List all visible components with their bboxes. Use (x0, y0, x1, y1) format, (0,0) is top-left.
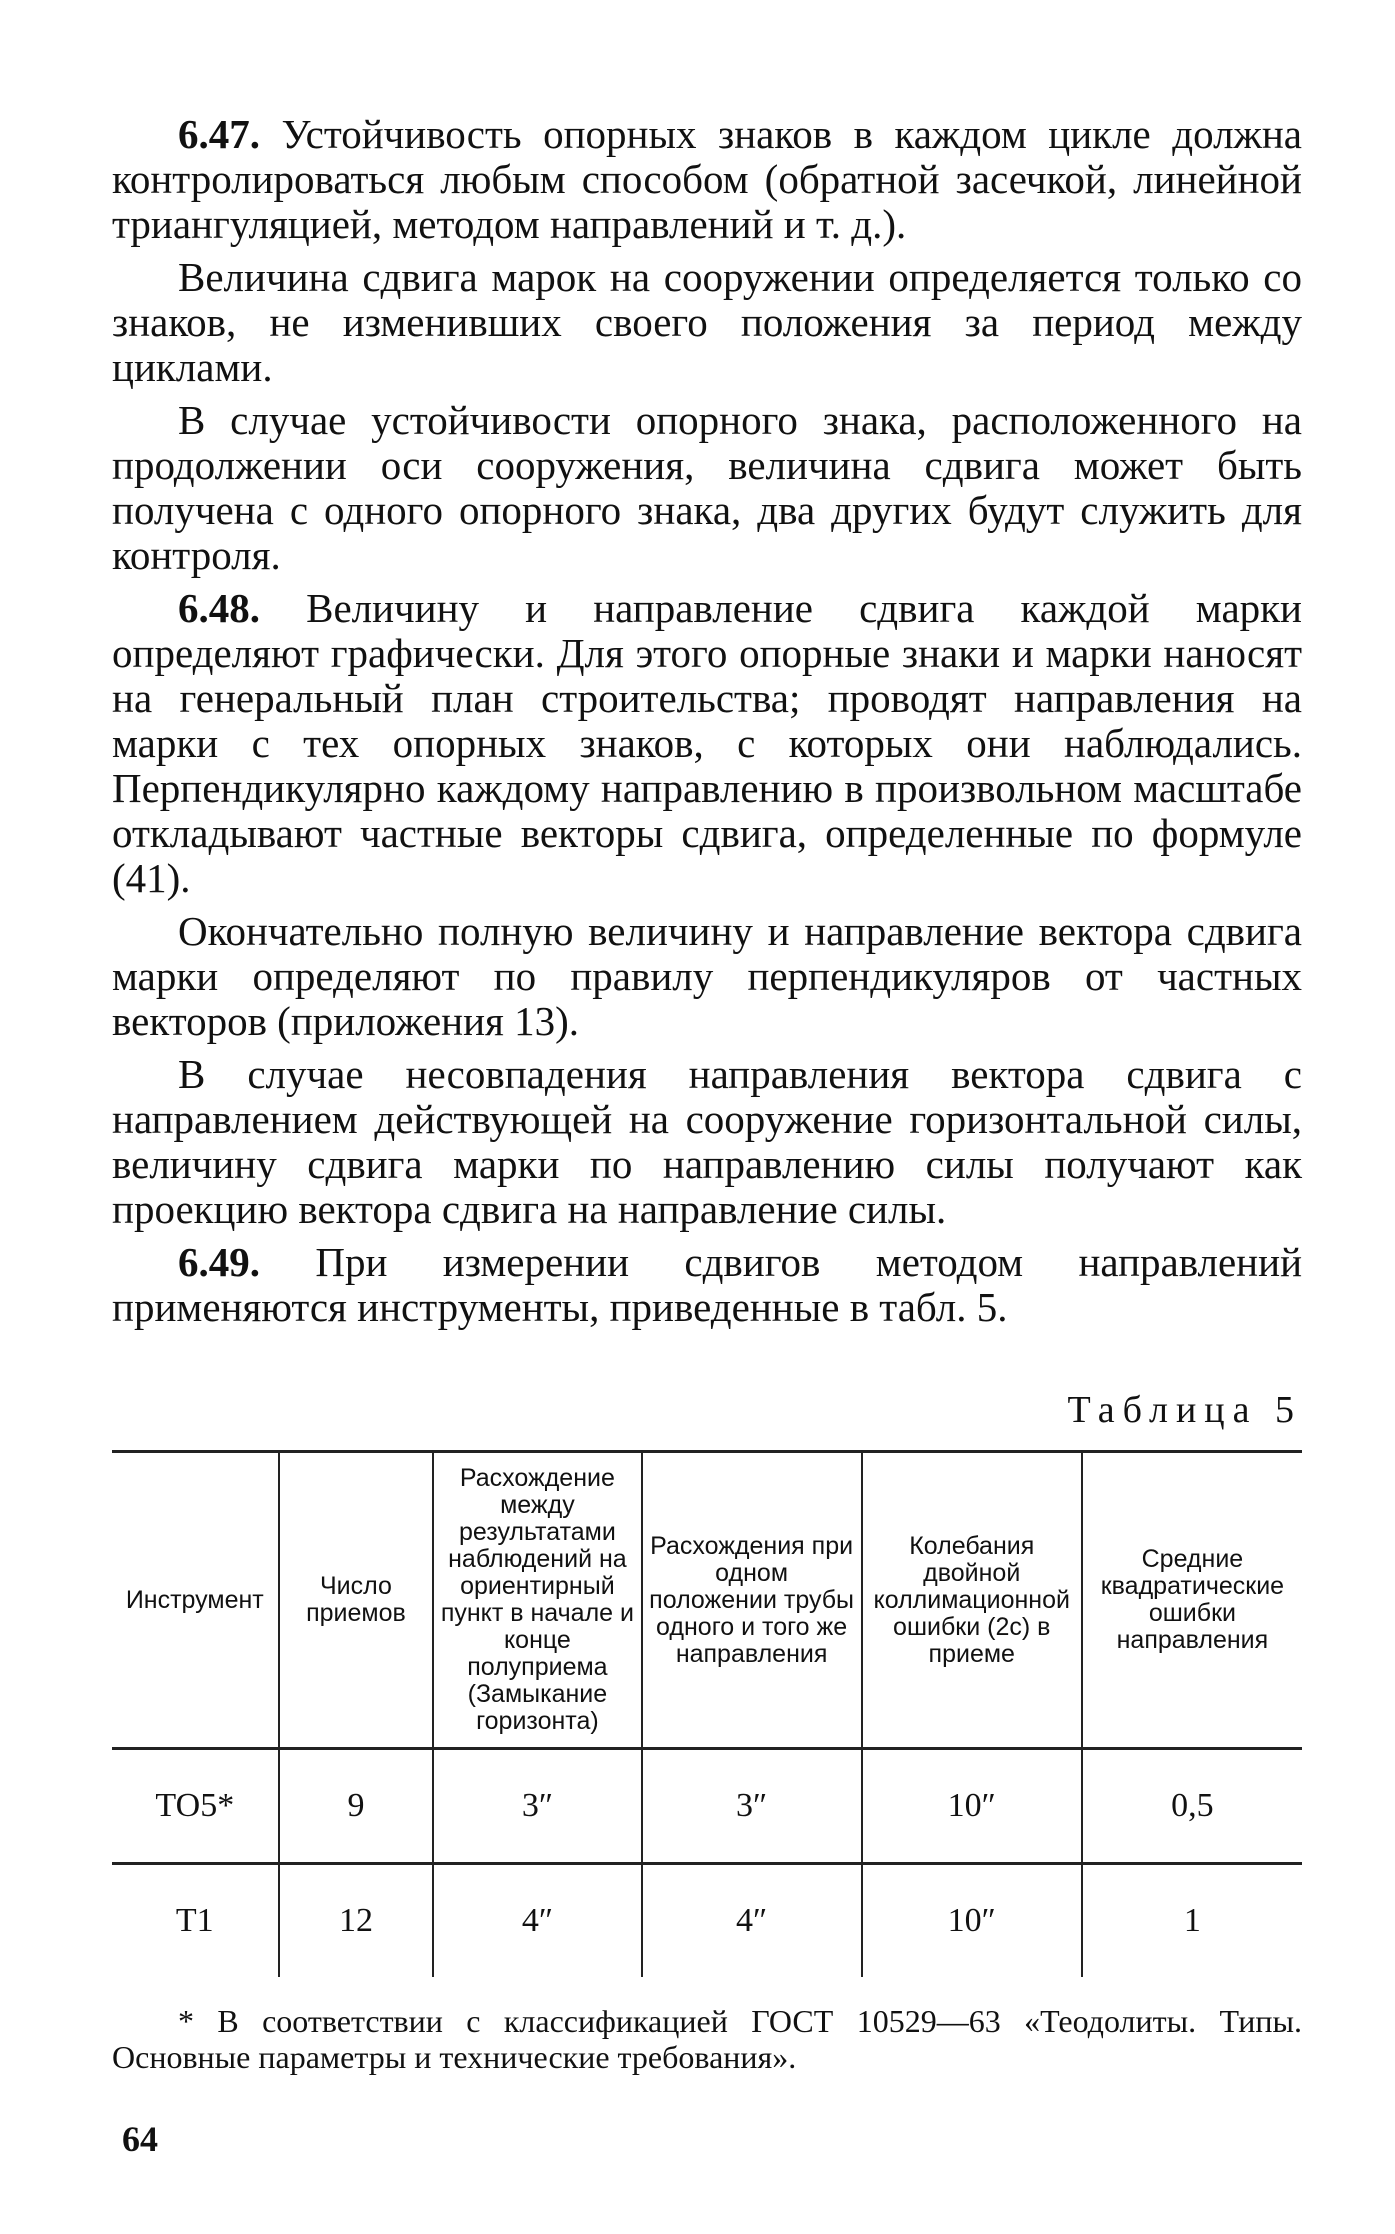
header-rms-error: Средние квадратические ошибки направления (1082, 1452, 1302, 1749)
instrument-table (112, 1450, 1302, 1977)
footnote: * В соответствии с классификацией ГОСТ 10529—63 «Теодолиты. Типы. Основные параметры и технические требования». (112, 2003, 1302, 2075)
paragraph-text: В случае устойчивости опорного знака, расположенного на продолжении оси сооружения, величина сдвига может быть получена с одного опорного знака, два других будут служить для контроля. (112, 397, 1302, 578)
paragraph-text: Величина сдвига марок на сооружении определяется только со знаков, не изменивших своего положения за период между циклами. (112, 254, 1302, 390)
paragraph-6-49 (112, 1240, 1302, 1330)
paragraph-text: Устойчивость опорных знаков в каждом цикле должна контролироваться любым способом (обратной засечкой, линейной триангуляцией, методом направлений и т. д.). (112, 111, 1302, 247)
cell-horizon-closure: 4″ (433, 1864, 641, 1978)
cell-rms-error: 0,5 (1082, 1749, 1302, 1864)
paragraph (112, 909, 1302, 1044)
paragraph-text: Величину и направление сдвига каждой марки определяют графически. Для этого опорные знаки и марки наносят на генеральный план строительства; проводят направления на марки с тех опорных знаков, с которых они наблюдались. Перпендикулярно каждому направлению в произвольном масштабе откладывают частные векторы сдвига, определенные по формуле (41). (112, 585, 1302, 901)
cell-rms-error: 1 (1082, 1864, 1302, 1978)
cell-collimation-error: 10″ (862, 1749, 1082, 1864)
paragraph (112, 255, 1302, 390)
cell-direction-discrepancy: 3″ (642, 1749, 862, 1864)
cell-collimation-error: 10″ (862, 1864, 1082, 1978)
page-number: 64 (122, 2119, 158, 2159)
header-instrument: Инструмент (112, 1452, 279, 1749)
table-row (112, 1864, 1302, 1978)
table-row (112, 1749, 1302, 1864)
paragraph-6-47 (112, 112, 1302, 247)
page-body (112, 112, 1302, 2107)
paragraph (112, 398, 1302, 578)
header-horizon-closure: Расхождение между результатами наблюдений на ориентирный пункт в начале и конце полуприема (Замыкание горизонта) (433, 1452, 641, 1749)
paragraph-6-48 (112, 586, 1302, 901)
cell-repetitions: 9 (279, 1749, 434, 1864)
cell-direction-discrepancy: 4″ (642, 1864, 862, 1978)
paragraph (112, 1052, 1302, 1232)
table-caption: Таблица 5 (1067, 1389, 1302, 1431)
table-header-row (112, 1452, 1302, 1749)
cell-instrument: ТО5* (112, 1749, 279, 1864)
cell-horizon-closure: 3″ (433, 1749, 641, 1864)
cell-instrument: Т1 (112, 1864, 279, 1978)
section-number: 6.47. (178, 111, 260, 157)
paragraph-text: При измерении сдвигов методом направлений применяются инструменты, приведенные в табл. 5. (112, 1239, 1303, 1330)
header-direction-discrepancy: Расхождения при одном положении трубы одного и того же направления (642, 1452, 862, 1749)
header-collimation-error: Колебания двойной коллимационной ошибки (2с) в приеме (862, 1452, 1082, 1749)
paragraph-text: Окончательно полную величину и направление вектора сдвига марки определяют по правилу перпендикуляров от частных векторов (приложения 13). (112, 908, 1302, 1044)
section-number: 6.48. (178, 585, 260, 631)
header-repetitions: Число приемов (279, 1452, 434, 1749)
paragraph-text: В случае несовпадения направления вектора сдвига с направлением действующей на сооружение горизонтальной силы, величину сдвига марки по направлению силы получают как проекцию вектора сдвига на направление силы. (112, 1051, 1302, 1232)
cell-repetitions: 12 (279, 1864, 434, 1978)
section-number: 6.49. (178, 1239, 260, 1285)
